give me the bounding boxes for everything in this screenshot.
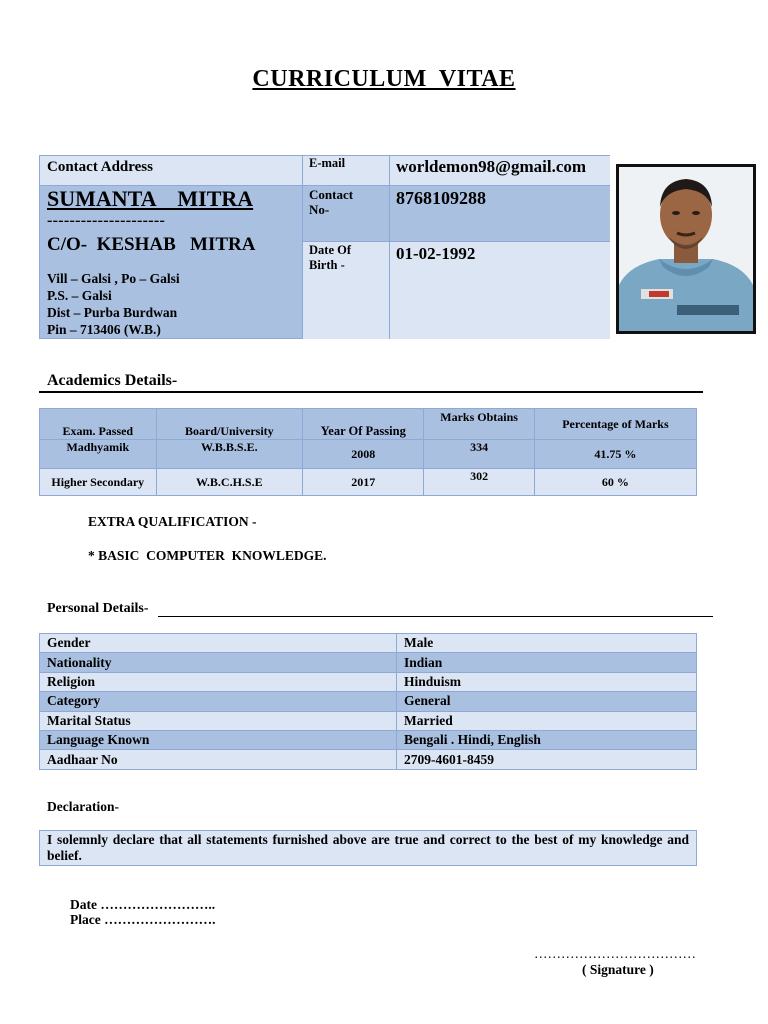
table-row [40,692,697,711]
address-line: Dist – Purba Burdwan [47,305,178,320]
table-cell: W.B.C.H.S.E [156,469,303,496]
extra-qualification-item: * BASIC COMPUTER KNOWLEDGE. [88,548,327,563]
table-cell: General [397,692,697,711]
dob-label-cell [303,242,390,339]
contact-no-value: 8768109288 [396,188,486,208]
extra-qualification-heading: EXTRA QUALIFICATION - [88,514,257,529]
table-cell: Indian [397,653,697,672]
contact-no-label-line: Contact [309,187,354,202]
personal-rule [158,616,713,617]
contact-address-label: Contact Address [47,159,153,175]
table-row [40,653,697,672]
contact-no-label-cell [303,186,390,242]
profile-photo [616,164,756,334]
table-cell: Gender [40,634,397,653]
page-title: CURRICULUM VITAE [252,66,516,92]
table-cell: 334 [424,440,534,469]
table-cell: W.B.B.S.E. [156,440,303,469]
table-row [40,469,697,496]
academics-heading: Academics Details- [47,372,178,389]
dob-value: 01-02-1992 [396,244,476,263]
table-cell: 2017 [303,469,424,496]
address-line: P.S. – Galsi [47,288,112,303]
table-header: Marks Obtains [424,409,534,440]
candidate-name: SUMANTA MITRA [47,186,254,211]
table-cell: Madhyamik [40,440,157,469]
person-photo-icon [619,167,753,331]
personal-table [39,633,697,770]
name-dashes: --------------------- [47,212,166,229]
table-cell: Nationality [40,653,397,672]
email-label-cell [303,156,390,186]
dob-label-line: Birth - [309,258,345,272]
table-cell: Aadhaar No [40,750,397,769]
table-cell: 2008 [303,440,424,469]
table-row [40,672,697,691]
place-line: Place ……………………. [70,912,216,927]
table-cell: Religion [40,672,397,691]
table-row [40,440,697,469]
declaration-heading: Declaration- [47,799,119,814]
table-cell: 41.75 % [534,440,696,469]
date-line: Date …………………….. [70,897,216,912]
email-value: worldemon98@gmail.com [396,157,587,176]
table-header: Percentage of Marks [534,409,696,440]
address-cell [40,186,303,339]
table-cell: Higher Secondary [40,469,157,496]
academics-table [39,408,697,496]
address-line: Vill – Galsi , Po – Galsi [47,271,180,286]
address-line: Pin – 713406 (W.B.) [47,322,161,337]
table-header: Year Of Passing [303,409,424,440]
dob-value-cell [390,242,610,339]
table-row [40,634,697,653]
table-header: Board/University [156,409,303,440]
contact-address-header [40,156,303,186]
table-cell: Bengali . Hindi, English [397,730,697,749]
academics-rule [39,391,703,393]
contact-block [39,155,610,339]
table-cell: Male [397,634,697,653]
table-cell: 2709-4601-8459 [397,750,697,769]
contact-no-value-cell [390,186,610,242]
personal-heading: Personal Details- [47,601,149,616]
dob-label [309,243,351,273]
signature-label: ( Signature ) [582,962,654,977]
contact-no-label [309,187,353,217]
care-of: C/O- KESHAB MITRA [47,234,256,255]
address-lines [47,270,180,338]
table-cell: Category [40,692,397,711]
contact-no-label-line: No- [309,202,330,217]
email-label: E-mail [309,156,346,170]
table-cell: 302 [424,469,534,496]
academics-header-row [40,409,697,440]
table-header: Exam. Passed [40,409,157,440]
table-row [40,730,697,749]
dob-label-line: Date Of [309,243,351,257]
email-value-cell [390,156,610,186]
signature-dots: ……………………………… [534,946,696,961]
table-cell: Marital Status [40,711,397,730]
table-cell: Married [397,711,697,730]
table-row [40,750,697,769]
table-cell: 60 % [534,469,696,496]
table-cell: Hinduism [397,672,697,691]
table-cell: Language Known [40,730,397,749]
table-row [40,711,697,730]
declaration-text: I solemnly declare that all statements furnished above are true and correct to the best of my knowledge and belief. [39,830,697,866]
